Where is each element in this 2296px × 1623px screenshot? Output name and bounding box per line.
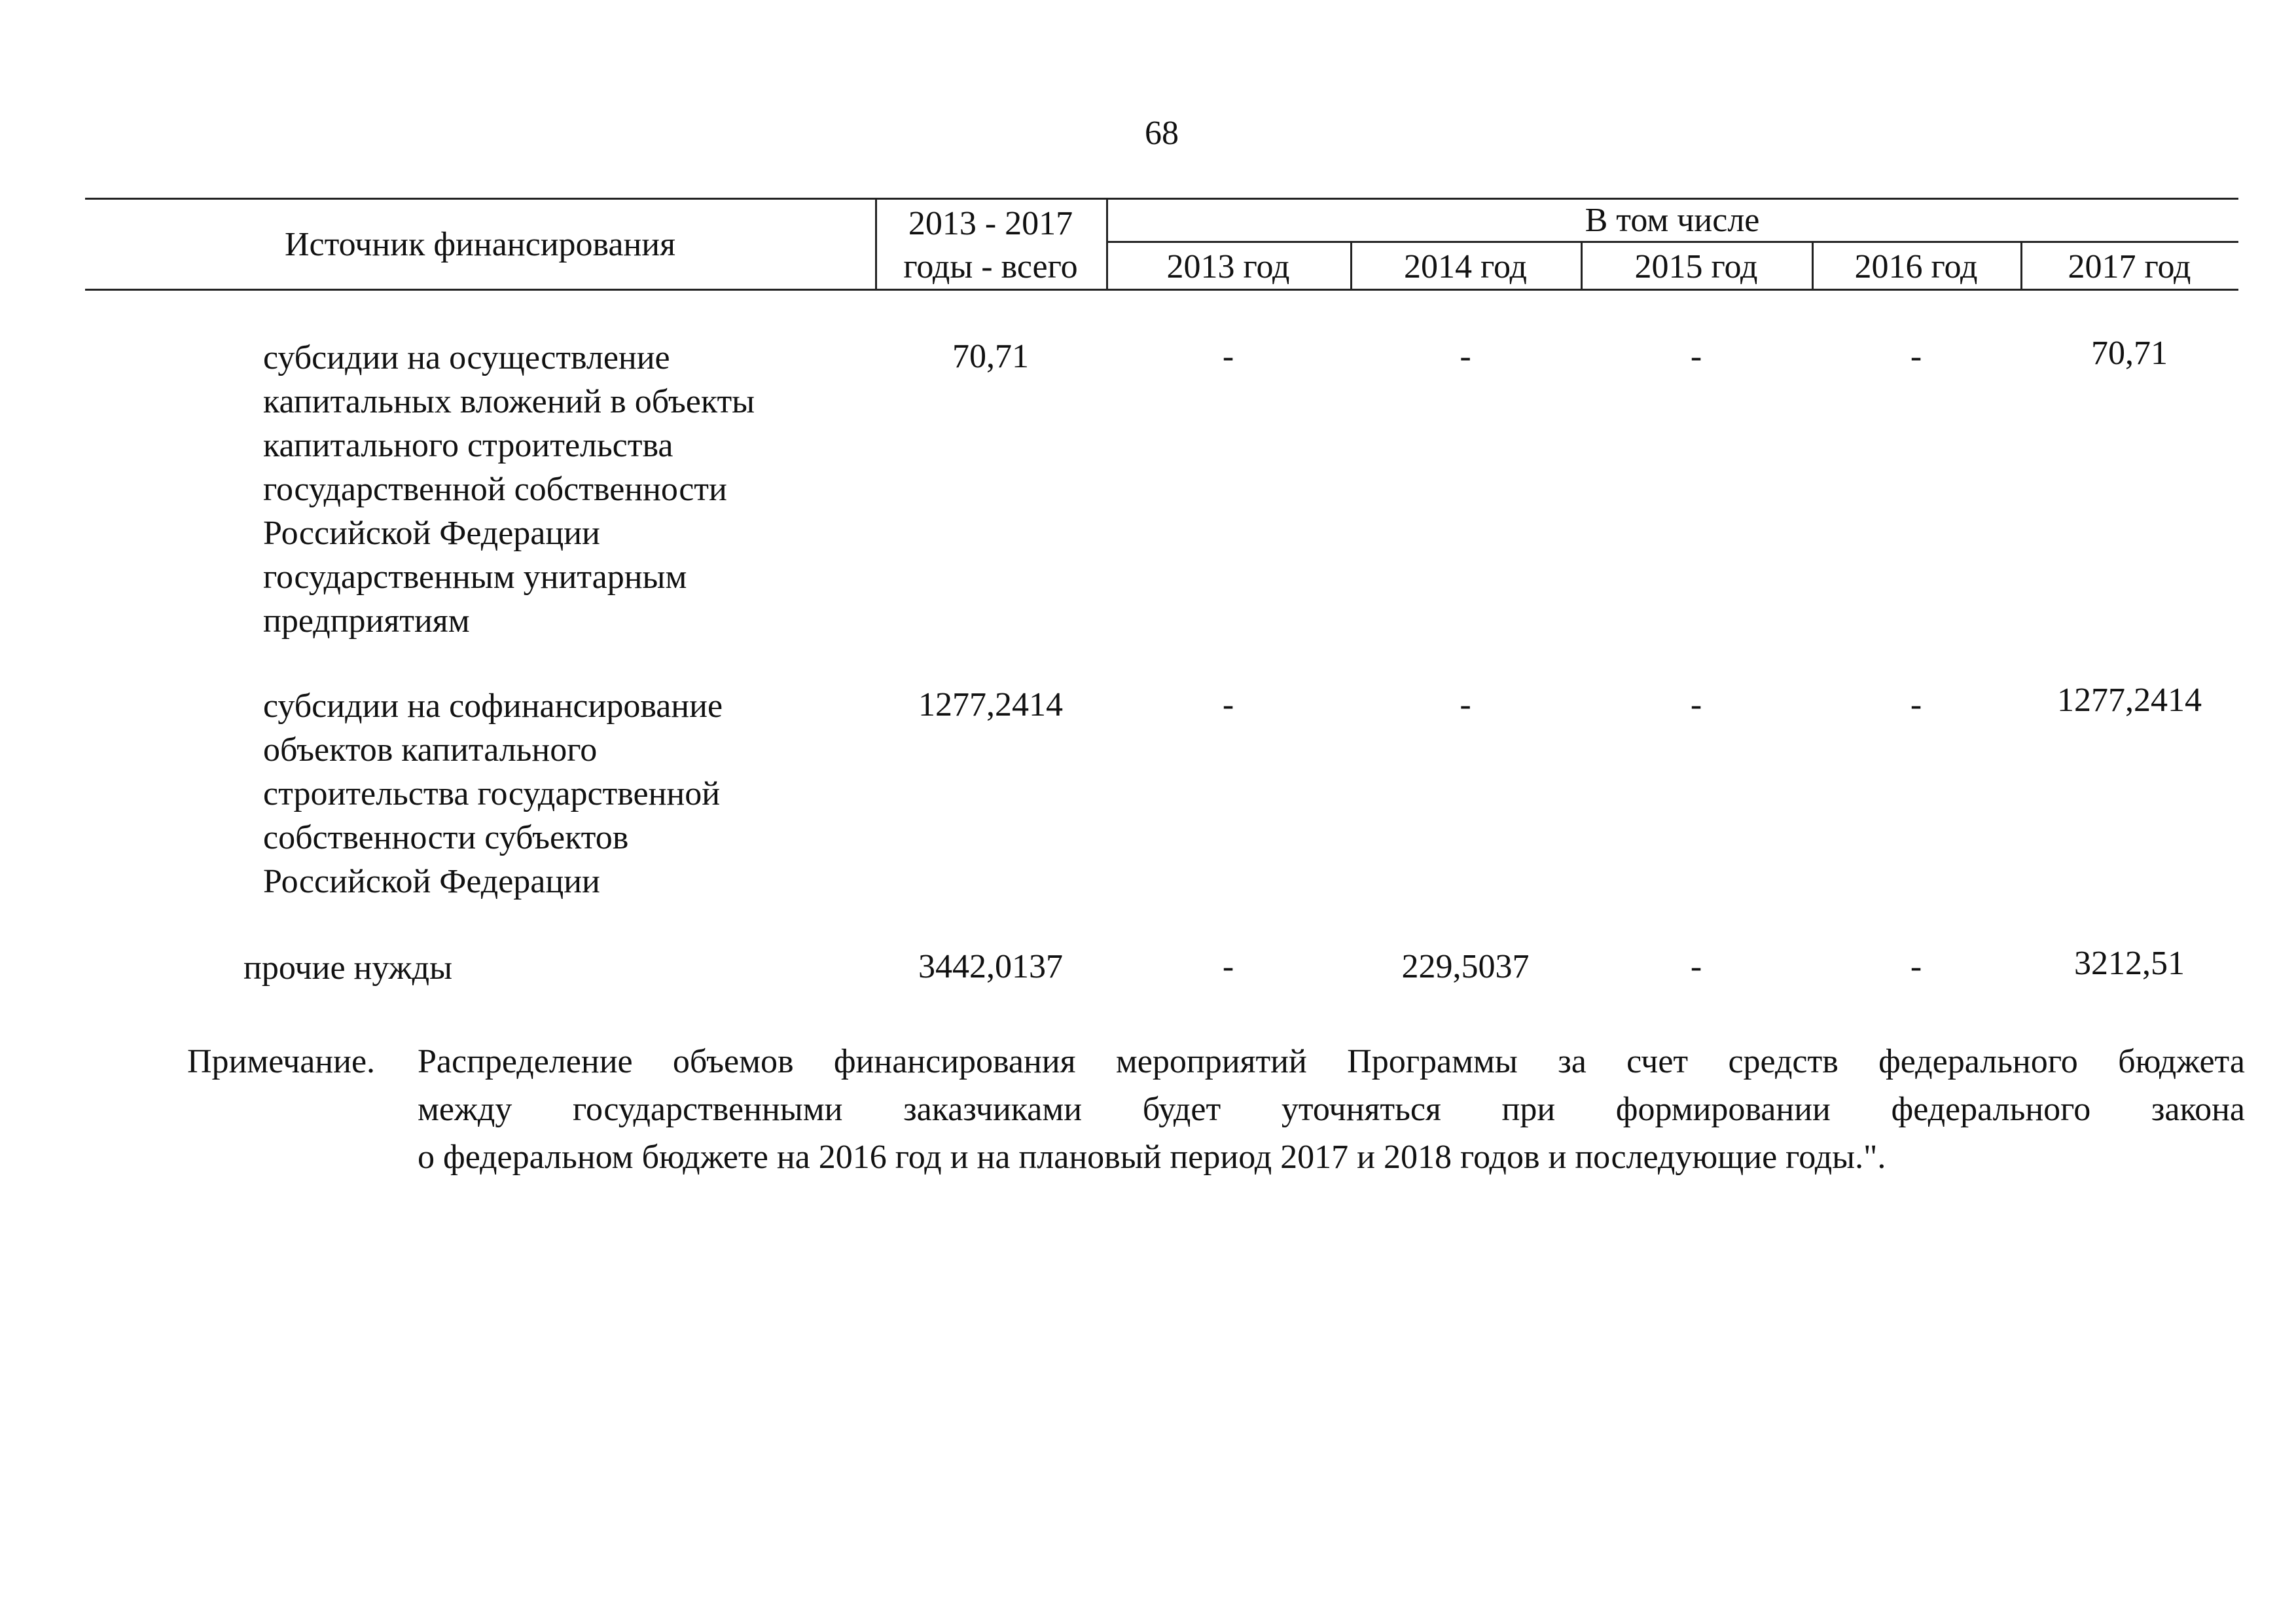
row-value-2015: - [1690, 686, 1702, 723]
row-value-2016: - [1910, 338, 1922, 375]
note-line: Распределение объемов финансирования мероприятий Программы за счет средств федерального бюджета [418, 1043, 2245, 1080]
row-value-2014: - [1460, 686, 1471, 723]
description-line: строительства государственной [263, 775, 721, 812]
description-line: Российской Федерации [263, 515, 600, 552]
description-line: государственным унитарным [263, 558, 687, 596]
row-value-2014: 229,5037 [1401, 948, 1530, 985]
header-year-2015: 2015 год [1634, 248, 1758, 285]
row-value-2016: - [1910, 948, 1922, 985]
description-line: предприятиям [263, 602, 470, 640]
header-total-label-line2: годы - всего [903, 248, 1078, 285]
description-line: субсидии на софинансирование [263, 687, 723, 725]
description-line: прочие нужды [243, 949, 453, 987]
row-value-2017: 3212,51 [2074, 945, 2185, 982]
description-line: Российской Федерации [263, 863, 600, 900]
row-value-2013: - [1222, 686, 1234, 723]
header-year-2016: 2016 год [1854, 248, 1978, 285]
row-value-2013: - [1222, 338, 1234, 375]
note-line: о федеральном бюджете на 2016 год и на плановый период 2017 и 2018 годов и последующие годы.". [418, 1139, 1886, 1176]
table-header-bottom-rule [85, 289, 2238, 291]
note-body [418, 1038, 2245, 1181]
row-value-2016: - [1910, 686, 1922, 723]
row-value-2015: - [1690, 338, 1702, 375]
row-description [243, 946, 452, 990]
header-year-2017: 2017 год [2068, 248, 2191, 285]
row-total: 70,71 [952, 338, 1029, 375]
description-line: капитальных вложений в объекты [263, 383, 755, 420]
header-year-2014: 2014 год [1404, 248, 1527, 285]
row-value-2014: - [1460, 338, 1471, 375]
row-total: 3442,0137 [918, 948, 1063, 985]
description-line: капитального строительства [263, 427, 673, 464]
header-total-label-line1: 2013 - 2017 [908, 205, 1073, 242]
header-source-label: Источник финансирования [284, 226, 676, 263]
row-value-2015: - [1690, 948, 1702, 985]
header-including-label: В том числе [1585, 202, 1760, 239]
row-description [263, 336, 755, 643]
description-line: субсидии на осуществление [263, 339, 670, 376]
page-number: 68 [1145, 115, 1179, 152]
description-line: государственной собственности [263, 471, 727, 508]
description-line: объектов капитального [263, 731, 598, 769]
row-value-2017: 70,71 [2091, 335, 2168, 372]
header-year-2013: 2013 год [1166, 248, 1290, 285]
row-description [263, 684, 723, 903]
row-value-2013: - [1222, 948, 1234, 985]
note-label: Примечание. [187, 1043, 376, 1080]
row-value-2017: 1277,2414 [2057, 682, 2202, 719]
note-line: между государственными заказчиками будет уточняться при формировании федерального закона [418, 1091, 2245, 1128]
row-total: 1277,2414 [918, 686, 1063, 723]
description-line: собственности субъектов [263, 819, 629, 856]
